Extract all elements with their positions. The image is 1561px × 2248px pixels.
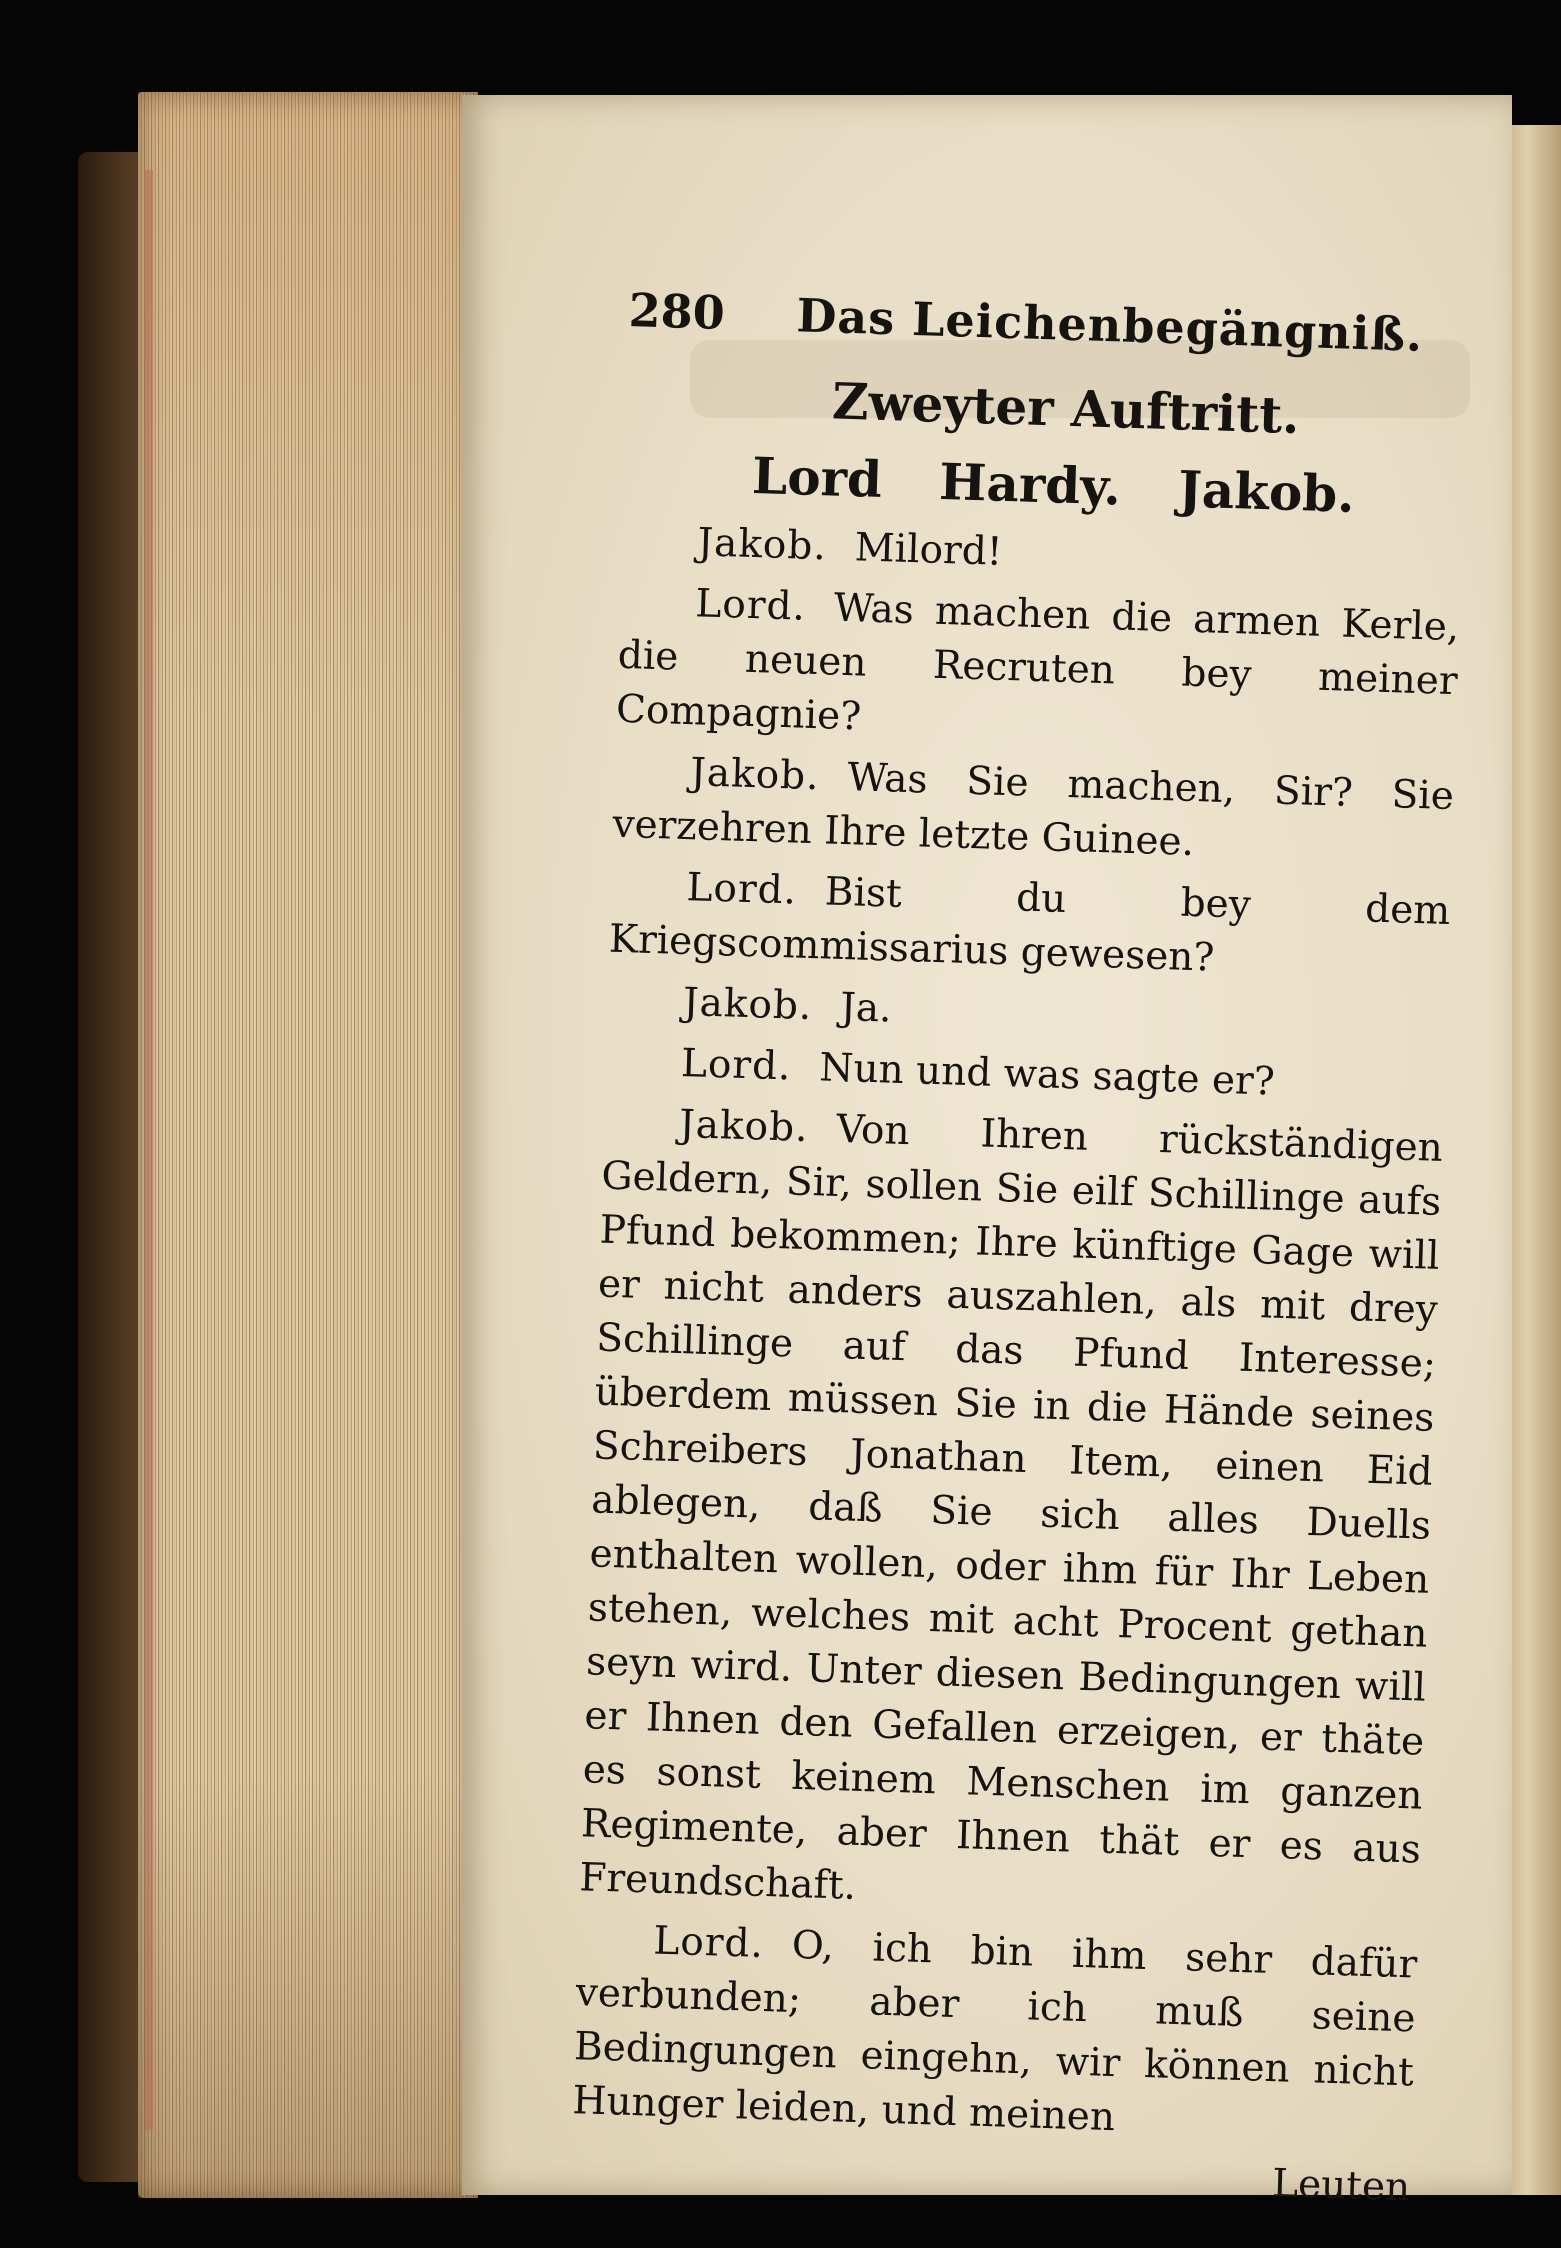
dialogue-line [612, 744, 1455, 878]
speech: Was machen die armen Kerle, die neuen Recruten bey meiner Compagnie? [615, 585, 1460, 740]
running-title: Das Leichenbegängniß. [795, 288, 1424, 362]
speaker: Lord. [652, 1918, 765, 1968]
facing-page-edge [1505, 125, 1561, 2195]
dialogue-line [579, 1096, 1444, 1932]
speaker: Jakob. [689, 750, 821, 800]
cast-member: Lord Hardy. [751, 445, 1122, 517]
speech: Was Sie machen, Sir? Sie verzehren Ihre letzte Guinee. [611, 755, 1455, 865]
speech: O, ich bin ihm sehr dafür verbunden; aber ich muß seine Bedingungen eingehn, wir können nicht Hunger leiden, und meinen [571, 1922, 1418, 2141]
dialogue [572, 514, 1462, 2155]
page-number: 280 [627, 282, 726, 340]
speaker: Jakob. [696, 520, 828, 570]
dialogue-line [615, 575, 1460, 763]
scene-title: Zweyter Auftritt. [831, 371, 1301, 446]
cast-member: Jakob. [1177, 459, 1356, 524]
speaker: Jakob. [678, 1101, 810, 1152]
dialogue-line [608, 859, 1451, 993]
speaker: Lord. [694, 581, 807, 630]
speech: Milord! [854, 525, 1004, 575]
speech: Nun und was sagte er? [818, 1045, 1276, 1105]
catchword: Leuten [1271, 2161, 1411, 2211]
speech: Bist du bey dem Kriegscommissarius gewesen? [608, 869, 1451, 981]
page-text [570, 270, 1470, 2215]
page-edges [138, 92, 478, 2198]
speaker: Jakob. [682, 980, 814, 1030]
speaker: Lord. [685, 865, 798, 914]
speech: Ja. [839, 984, 893, 1032]
speech: Von Ihren rückständigen Geldern, Sir, sollen Sie eilf Schillinge aufs Pfund bekommen; Ihre künftige Gage will er nicht anders auszahlen, als mit drey Schillinge auf das Pfund Interesse; überdem müssen Sie in die Hände seines Schreibers Jonathan Item, einen Eid ablegen, daß Sie sich alles Duells enthalten wollen, oder ihm für Ihr Leben stehen, welches mit acht Procent gethan seyn wird. Unter diesen Bedingungen will er Ihnen den Gefallen erzeigen, er thäte es sonst keinem Menschen im ganzen Regimente, aber Ihnen thät er es aus Freundschaft. [578, 1106, 1444, 1909]
dialogue-line [572, 1912, 1418, 2154]
red-page-edge [145, 170, 153, 2130]
speaker: Lord. [680, 1041, 793, 1090]
